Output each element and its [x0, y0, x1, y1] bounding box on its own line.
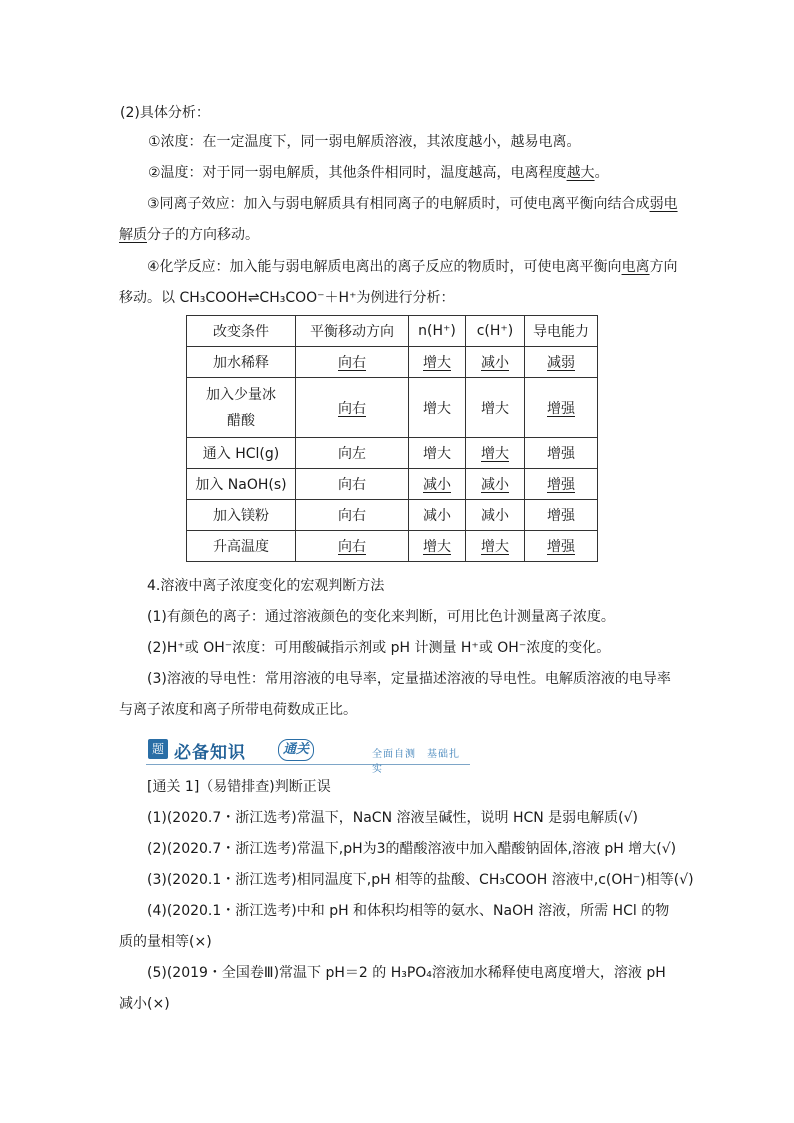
- table-cell: 向右: [296, 500, 409, 531]
- table-cell: 增强: [525, 438, 598, 469]
- table-cell: 升高温度: [187, 531, 296, 562]
- table-header: 平衡移动方向: [296, 316, 409, 347]
- table-cell: 增大: [481, 539, 509, 555]
- banner-subtitle: 全面自测 基础扎实: [372, 749, 460, 775]
- analysis-heading: (2)具体分析：: [120, 105, 210, 121]
- table-row: [187, 500, 598, 531]
- table-cell: 增强: [547, 400, 575, 417]
- table-cell: 加水稀释: [187, 347, 296, 378]
- table-header: 导电能力: [525, 316, 598, 347]
- book-icon: 题: [148, 739, 168, 759]
- answer-blank: 弱电解质: [119, 196, 678, 243]
- section4-conductivity: (3)溶液的导电性：常用溶液的电导率，定量描述溶液的导电性。电解质溶液的电导率与离子浓度和离子所带电荷数成正比。: [119, 671, 671, 718]
- table-cell: 增强: [547, 477, 575, 493]
- table-header: c(H⁺): [466, 316, 525, 347]
- table-cell: 向右: [296, 469, 409, 500]
- table-cell: 增强: [525, 500, 598, 531]
- table-cell: 加入镁粉: [187, 500, 296, 531]
- section4-title: 4.溶液中离子浓度变化的宏观判断方法: [147, 578, 385, 594]
- analysis-chemical-reaction: ④化学反应：加入能与弱电解质电离出的离子反应的物质时，可使电离平衡向电离方向移动。以 CH₃COOH⇌CH₃COO⁻＋H⁺为例进行分析：: [119, 259, 678, 306]
- table-cell: 增大: [409, 438, 466, 469]
- practice-item: (4)(2020.1・浙江选考)中和 pH 和体积均相等的氨水、NaOH 溶液，所需 HCl 的物质的量相等(×): [119, 903, 670, 950]
- table-cell: 减小: [481, 355, 509, 371]
- table-cell: 增大: [481, 446, 509, 462]
- practice-item: (2)(2020.7・浙江选考)常温下,pH为3的醋酸溶液中加入醋酸钠固体,溶液 pH 增大(√): [147, 841, 677, 857]
- table-cell: 减小: [409, 500, 466, 531]
- table-cell: 减小: [423, 477, 451, 493]
- table-cell: 加入 NaOH(s): [187, 469, 296, 500]
- table-cell: 加入少量冰醋酸: [187, 378, 296, 438]
- table-cell: 增大: [423, 355, 451, 371]
- table-cell: 增大: [423, 539, 451, 555]
- table-row: [187, 378, 598, 438]
- table-cell: 向右: [338, 400, 366, 417]
- analysis-common-ion: ③同离子效应：加入与弱电解质具有相同离子的电解质时，可使电离平衡向结合成弱电解质分子的方向移动。: [119, 196, 678, 243]
- practice-item: (5)(2019・全国卷Ⅲ)常温下 pH＝2 的 H₃PO₄溶液加水稀释使电离度增大，溶液 pH 减小(×): [119, 965, 666, 1012]
- table-cell: 向左: [296, 438, 409, 469]
- answer-blank: 越大: [566, 165, 595, 181]
- table-header: 改变条件: [187, 316, 296, 347]
- knowledge-banner: [146, 736, 470, 775]
- table-cell: 增强: [547, 539, 575, 555]
- practice-heading: [通关 1]（易错排查)判断正误: [147, 779, 331, 795]
- table-row: [187, 347, 598, 378]
- table-cell: 减弱: [547, 355, 575, 371]
- table-row: [187, 469, 598, 500]
- table-cell: 增大: [409, 378, 466, 438]
- table-header: n(H⁺): [409, 316, 466, 347]
- practice-item: (3)(2020.1・浙江选考)相同温度下,pH 相等的盐酸、CH₃COOH 溶液中,c(OH⁻)相等(√): [147, 872, 694, 888]
- table-row: [187, 531, 598, 562]
- table-cell: 向右: [338, 539, 366, 555]
- section4-colored-ions: (1)有颜色的离子：通过溶液颜色的变化来判断，可用比色计测量离子浓度。: [147, 609, 615, 625]
- practice-item: (1)(2020.7・浙江选考)常温下，NaCN 溶液呈碱性，说明 HCN 是弱电解质(√): [147, 810, 639, 826]
- banner-badge: 通关: [278, 739, 314, 761]
- table-header-row: [187, 316, 598, 347]
- table-cell: 减小: [481, 477, 509, 493]
- table-cell: 通入 HCl(g): [187, 438, 296, 469]
- equilibrium-shift-table: [186, 315, 598, 562]
- table-cell: 向右: [338, 355, 366, 371]
- table-cell: 增大: [466, 378, 525, 438]
- analysis-temperature: ②温度：对于同一弱电解质，其他条件相同时，温度越高，电离程度越大。: [148, 165, 609, 181]
- analysis-concentration: ①浓度：在一定温度下，同一弱电解质溶液，其浓度越小，越易电离。: [148, 134, 581, 150]
- banner-title: 必备知识: [174, 743, 246, 763]
- answer-blank: 电离: [621, 259, 650, 275]
- section4-h-oh: (2)H⁺或 OH⁻浓度：可用酸碱指示剂或 pH 计测量 H⁺或 OH⁻浓度的变化。: [147, 640, 611, 656]
- table-cell: 减小: [466, 500, 525, 531]
- table-row: [187, 438, 598, 469]
